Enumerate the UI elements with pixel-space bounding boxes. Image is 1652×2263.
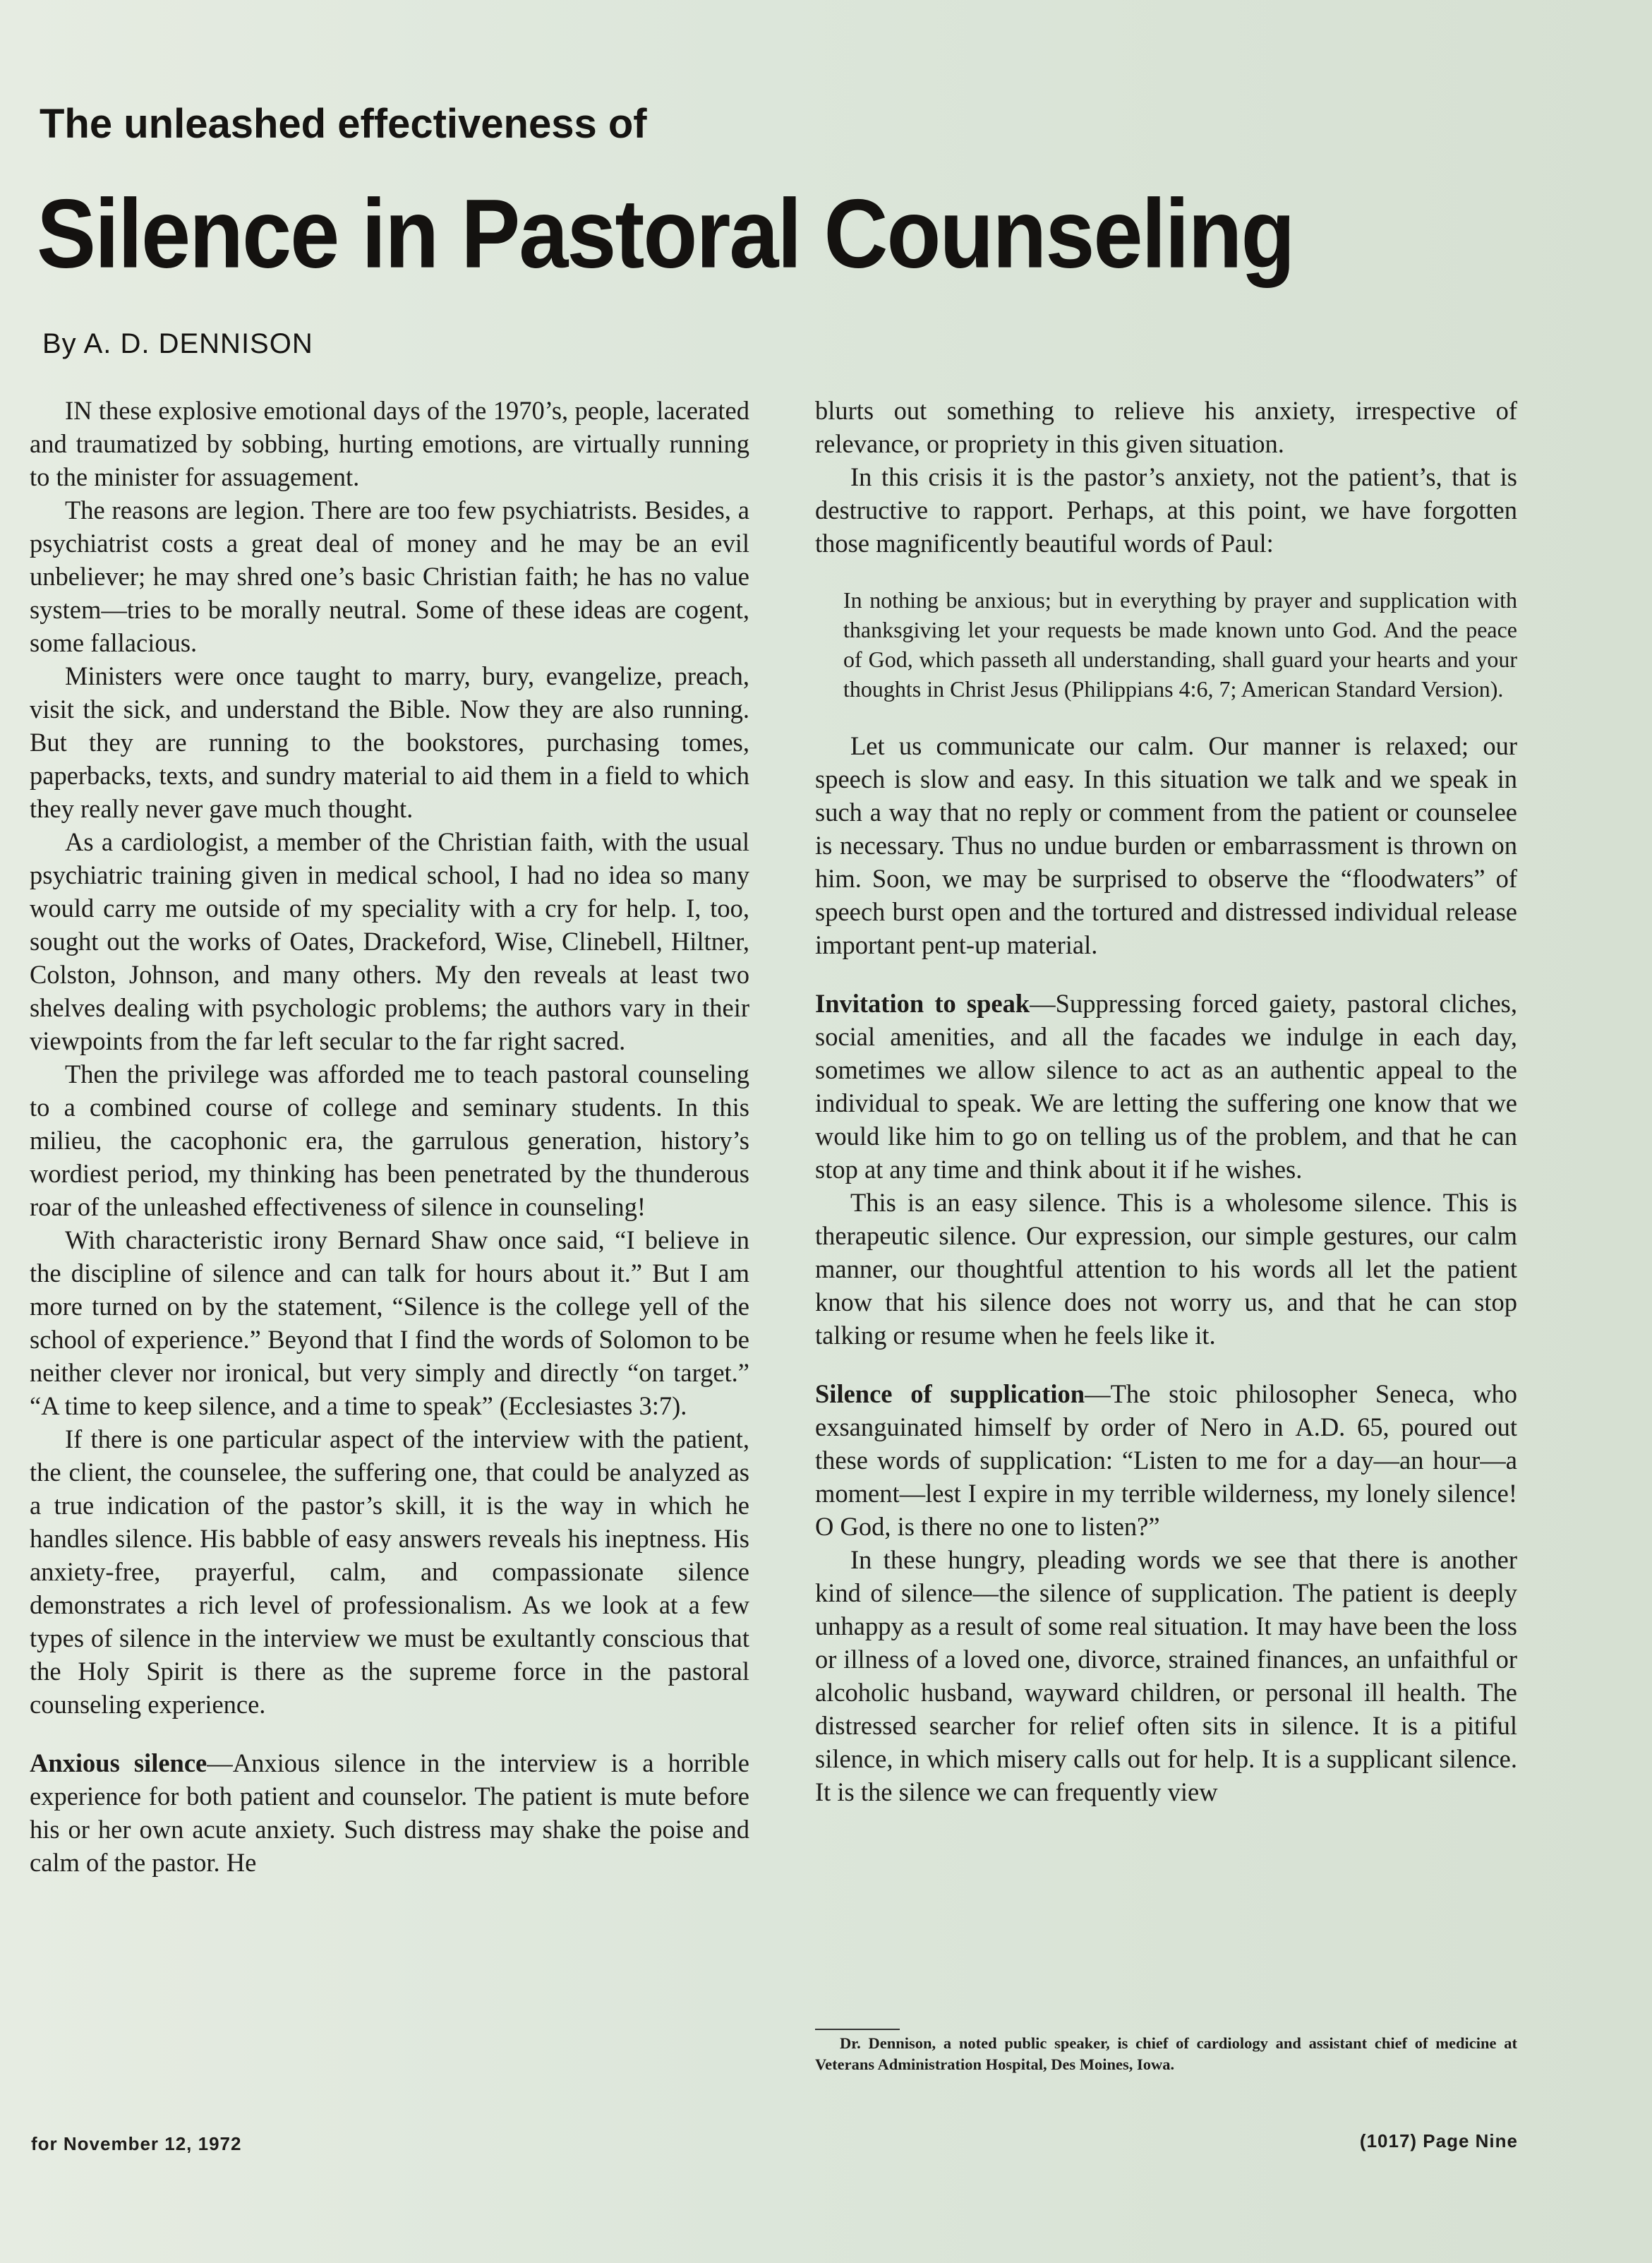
paragraph: With characteristic irony Bernard Shaw once said, “I believe in the discipline of silence and can talk for hours about it.” But I am more turned on by the statement, “Silence is the college yell of the school of experience.” Beyond that I find the words of Solomon to be neither clever nor ironical, but very simply and directly “on target.” “A time to keep silence, and a time to speak” (Ecclesiastes 3:7).: [30, 1225, 749, 1420]
section-text: —Anxious silence in the interview is a horrible experience for both patient and counselor. The patient is mute before his or her own acute anxiety. Such distress may shake the poise and calm of the pastor. He: [30, 1748, 749, 1877]
paragraph: If there is one particular aspect of the interview with the patient, the client, the counselee, the suffering one, that could be analyzed as a true indication of the pastor’s skill, it is the way in which he handles silence. His babble of easy answers reveals his ineptness. His anxiety-free, prayerful, calm, and compassionate silence demonstrates a rich level of professionalism. As we look at a few types of silence in the interview we must be exultantly conscious that the Holy Spirit is there as the supreme force in the pastoral counseling experience.: [30, 1424, 749, 1719]
paragraph: As a cardiologist, a member of the Christian faith, with the usual psychiatric training given in medical school, I had no idea so many would carry me outside of my speciality with a cry for help. I, too, sought out the works of Oates, Drackeford, Wise, Clinebell, Hiltner, Colston, Johnson, and many others. My den reveals at least two shelves dealing with psychologic problems; the authors vary in their viewpoints from the far left secular to the far right sacred.: [30, 827, 749, 1055]
author-footnote: Dr. Dennison, a noted public speaker, is chief of cardiology and assistant chief of medicine at Veterans Administration Hospital, Des Moines, Iowa.: [815, 2034, 1517, 2073]
section-paragraph: [30, 1746, 749, 1879]
section-text: 65, poured out these words of supplication: “Listen to me for a day—an hour—a moment—lest I expire in my terrible wilderness, my lonely silence! O God, is there no one to listen?”: [815, 1412, 1517, 1541]
paragraph: In this crisis it is the pastor’s anxiety, not the patient’s, that is destructive to rapport. Perhaps, at this point, we have forgotten those magnificently beautiful words of Paul:: [815, 462, 1517, 558]
left-column: [30, 394, 749, 1879]
scripture-quote: In nothing be anxious; but in everything by prayer and supplication with thanksgiving let your requests be made known unto God. And the peace of God, which passeth all understanding, shall guard your hearts and your thoughts in Christ Jesus (Philippians 4:6, 7; American Standard Version).: [843, 587, 1517, 702]
issue-date: for November 12, 1972: [31, 2133, 242, 2154]
section-paragraph: [815, 1377, 1517, 1543]
article-byline: By A. D. DENNISON: [42, 328, 313, 359]
section-text: —Suppressing forced gaiety, pastoral cliches, social amenities, and all the facades we indulge in each day, sometimes we allow silence to act as an authentic appeal to the individual to speak. We are letting the suffering one know that we would like him to go on telling us of the problem, and that he can stop at any time and think about it if he wishes.: [815, 989, 1517, 1184]
footnote-rule: [815, 2029, 900, 2030]
paragraph: Let us communicate our calm. Our manner is relaxed; our speech is slow and easy. In this situation we talk and we speak in such a way that no reply or comment from the patient or counselee is necessary. Thus no undue burden or embarrassment is thrown on him. Soon, we may be surprised to observe the “floodwaters” of speech burst open and the tortured and distressed individual release important pent-up material.: [815, 731, 1517, 959]
right-column: [815, 394, 1517, 1808]
section-paragraph: [815, 987, 1517, 1186]
paragraph: Ministers were once taught to marry, bury, evangelize, preach, visit the sick, and understand the Bible. Now they are also running. But they are running to the bookstores, purchasing tomes, paperbacks, texts, and sundry material to aid them in a field to which they really never gave much thought.: [30, 661, 749, 823]
section-heading: Invitation to speak: [815, 989, 1030, 1018]
section-heading: Silence of supplication: [815, 1379, 1085, 1408]
section-heading: Anxious silence: [30, 1748, 207, 1777]
paragraph: This is an easy silence. This is a wholesome silence. This is therapeutic silence. Our expression, our simple gestures, our calm manner, our thoughtful attention to his words all let the patient know that his silence does not worry us, and that he can stop talking or resume when he feels like it.: [815, 1188, 1517, 1350]
paragraph: The reasons are legion. There are too few psychiatrists. Besides, a psychiatrist costs a great deal of money and he may be an evil unbeliever; he may shred one’s basic Christian faith; he has no value system—tries to be morally neutral. Some of these ideas are cogent, some fallacious.: [30, 496, 749, 657]
paragraph: IN these explosive emotional days of the 1970’s, people, lacerated and traumatized by sobbing, hurting emotions, are virtually running to the minister for assuagement.: [30, 396, 749, 491]
paragraph: In these hungry, pleading words we see that there is another kind of silence—the silence of supplication. The patient is deeply unhappy as a result of some real situation. It may have been the loss or illness of a loved one, divorce, strained finances, an unfaithful or alcoholic husband, wayward children, or personal ill health. The distressed searcher for relief often sits in silence. It is a pitiful silence, in which misery calls out for help. It is a supplicant silence. It is the silence we can frequently view: [815, 1545, 1517, 1806]
era-abbreviation: A.D.: [1295, 1412, 1346, 1441]
section-text: —The stoic philosopher Seneca, who exsanguinated himself by order of Nero in: [815, 1379, 1517, 1441]
paragraph: Then the privilege was afforded me to teach pastoral counseling to a combined course of college and seminary students. In this milieu, the cacophonic era, the garrulous generation, history’s wordiest period, my thinking has been penetrated by the thunderous roar of the unleashed effectiveness of silence in counseling!: [30, 1060, 749, 1221]
paragraph: blurts out something to relieve his anxiety, irrespective of relevance, or propriety in this given situation.: [815, 396, 1517, 458]
article-title: Silence in Pastoral Counseling: [37, 179, 1294, 289]
page-number: (1017) Page Nine: [1359, 2130, 1518, 2151]
article-kicker: The unleashed effectiveness of: [40, 101, 647, 147]
